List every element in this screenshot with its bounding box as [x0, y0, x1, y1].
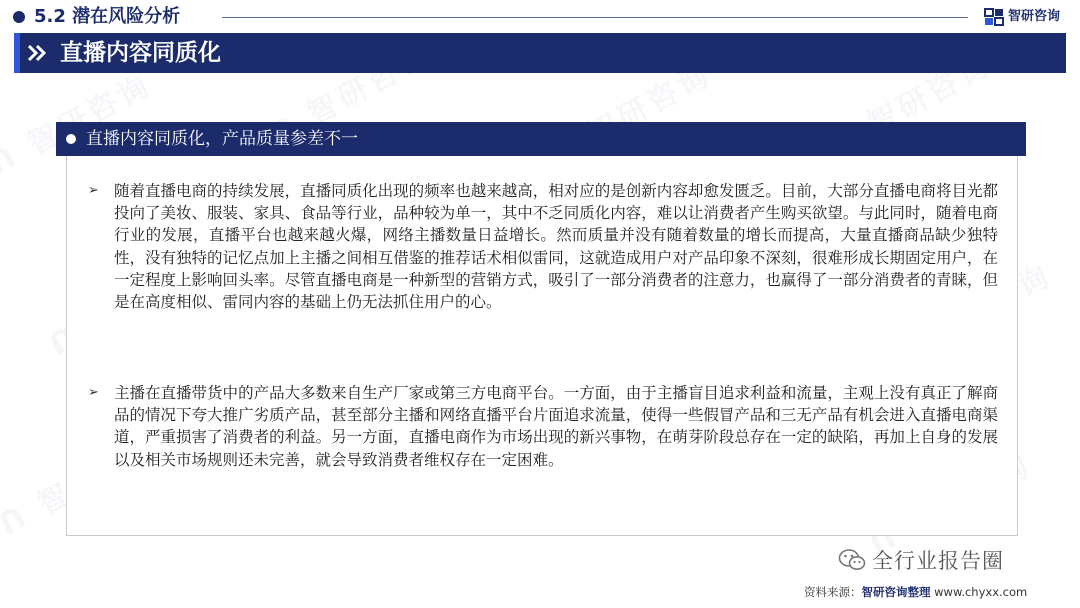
brand-name: 智研咨询: [1008, 9, 1061, 24]
card-header-text: 直播内容同质化，产品质量参差不一: [86, 129, 358, 149]
paragraph-1: [88, 180, 998, 313]
wechat-icon: [838, 548, 866, 572]
page-title: 直播内容同质化: [60, 40, 221, 66]
paragraph-2: [88, 382, 998, 471]
top-bar: [0, 0, 1080, 34]
source-prefix: 资料来源：: [804, 585, 862, 599]
arrow-bullet-icon: ➢: [88, 183, 99, 198]
zhiyan-logo-icon: [984, 7, 1004, 27]
card-header: [56, 122, 1026, 156]
paragraph-text: 主播在直播带货中的产品大多数来自生产厂家或第三方电商平台。一方面，由于主播盲目追求利益和流量，主观上没有真正了解商品的情况下夸大推广劣质产品，甚至部分主播和网络直播平台片面追求流量，使得一些假冒产品和三无产品有机会进入直播电商渠道，严重损害了消费者的利益。另一方面，直播电商作为市场出现的新兴事物，在萌芽阶段总存在一定的缺陷，再加上自身的发展以及相关市场规则还未完善，就会导致消费者维权存在一定困难。: [114, 384, 998, 469]
brand: [984, 6, 1060, 28]
source-brand: 智研咨询整理: [861, 585, 931, 599]
wechat-account: [838, 546, 1004, 574]
source-note: [804, 584, 1027, 600]
source-url: www.chyxx.com: [934, 585, 1028, 599]
section-title: 5.2 潜在风险分析: [34, 6, 181, 27]
title-banner: [14, 33, 1066, 73]
wechat-account-name: 全行业报告圈: [872, 549, 1004, 573]
paragraph-text: 随着直播电商的持续发展，直播同质化出现的频率也越来越高，相对应的是创新内容却愈发匮乏。目前，大部分直播电商将目光都投向了美妆、服装、家具、食品等行业，品种较为单一，其中不乏同质化内容，难以让消费者产生购买欲望。与此同时，随着电商行业的发展，直播平台也越来越火爆，网络主播数量日益增长。然而质量并没有随着数量的增长而提高，大量直播商品缺少独特性，没有独特的记忆点加上主播之间相互借鉴的推荐话术相似雷同，这就造成用户对产品印象不深刻，很难形成长期固定用户，在一定程度上影响回头率。尽管直播电商是一种新型的营销方式，吸引了一部分消费者的注意力，也赢得了一部分消费者的青睐，但是在高度相似、雷同内容的基础上仍无法抓住用户的心。: [114, 182, 998, 312]
section-dot: [13, 11, 25, 23]
banner-accent: [14, 33, 20, 73]
section-divider: [222, 17, 968, 18]
arrow-bullet-icon: ➢: [88, 385, 99, 400]
double-chevron-icon: [26, 42, 48, 64]
header-bullet: [66, 134, 76, 144]
